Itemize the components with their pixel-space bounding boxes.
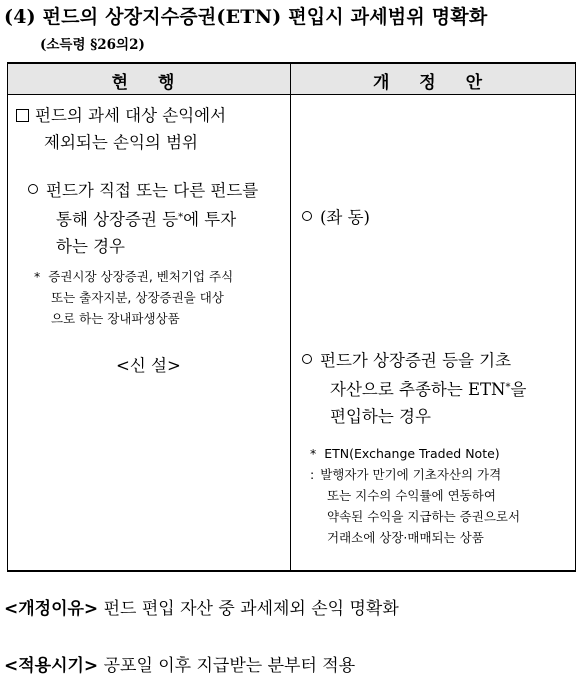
left-item-2-line-3: 하는 경우 <box>56 237 126 256</box>
left-footnote <box>34 266 233 329</box>
section-subtitle: (소득령 §26의2) <box>40 37 145 53</box>
revision-reason-text: 펀드 편입 자산 중 과세제외 손익 명확화 <box>103 599 399 619</box>
circle-bullet-icon <box>28 184 38 194</box>
square-bullet-icon <box>16 109 29 122</box>
right-same <box>302 204 370 231</box>
left-note-line-1: 증권시장 상장증권, 벤처기업 주식 <box>48 269 234 284</box>
effective-date <box>4 651 355 676</box>
header-revised: 개 정 안 <box>372 73 495 93</box>
right-note-line-1: ETN(Exchange Traded Note) <box>324 446 500 461</box>
footnote-star: * <box>178 212 184 223</box>
right-footnote <box>310 443 520 548</box>
column-divider <box>290 64 291 570</box>
right-item-line-2b: 을 <box>510 380 527 399</box>
revision-reason <box>4 594 399 619</box>
right-note-line-3: 또는 지수의 수익률에 연동하여 <box>327 488 496 503</box>
footnote-star-mark: * <box>310 446 317 461</box>
effective-date-label: <적용시기> <box>4 656 99 676</box>
right-item-line-3: 편입하는 경우 <box>330 407 431 426</box>
header-current: 현 행 <box>111 73 187 93</box>
right-item-line-1: 펀드가 상장증권 등을 기초 <box>320 351 512 370</box>
comparison-table <box>7 62 576 572</box>
revision-reason-label: <개정이유> <box>4 599 99 619</box>
footnote-star: * <box>505 382 511 393</box>
left-item-2-line-2b: 에 투자 <box>183 210 237 229</box>
left-item-1-line-1: 펀드의 과세 대상 손익에서 <box>35 106 227 125</box>
circle-bullet-icon <box>302 354 312 364</box>
circle-bullet-icon <box>302 211 312 221</box>
left-item-2-line-1: 펀드가 직접 또는 다른 펀드를 <box>46 181 259 200</box>
left-item-1 <box>16 102 226 156</box>
left-item-2-line-2: 통해 상장증권 등 <box>56 210 179 229</box>
left-note-line-3: 으로 하는 장내파생상품 <box>51 311 180 326</box>
effective-date-text: 공포일 이후 지급받는 분부터 적용 <box>103 656 356 676</box>
left-note-line-2: 또는 출자지분, 상장증권을 대상 <box>51 290 224 305</box>
left-new-marker: <신 설> <box>116 356 181 375</box>
right-same-text: (좌 동) <box>320 208 370 227</box>
right-note-line-4: 약속된 수익을 지급하는 증권으로서 <box>327 509 521 524</box>
right-note-line-2: 발행자가 만기에 기초자산의 가격 <box>320 467 502 482</box>
right-item-line-2: 자산으로 추종하는 ETN <box>330 380 506 399</box>
footnote-star-mark: * <box>34 269 41 284</box>
right-note-line-5: 거래소에 상장·매매되는 상품 <box>327 530 484 545</box>
left-item-2 <box>28 177 258 260</box>
left-item-1-line-2: 제외되는 손익의 범위 <box>44 133 198 152</box>
section-title: (4) 펀드의 상장지수증권(ETN) 편입시 과세범위 명확화 <box>4 6 488 28</box>
colon-mark: : <box>310 467 315 482</box>
right-item <box>302 347 526 430</box>
